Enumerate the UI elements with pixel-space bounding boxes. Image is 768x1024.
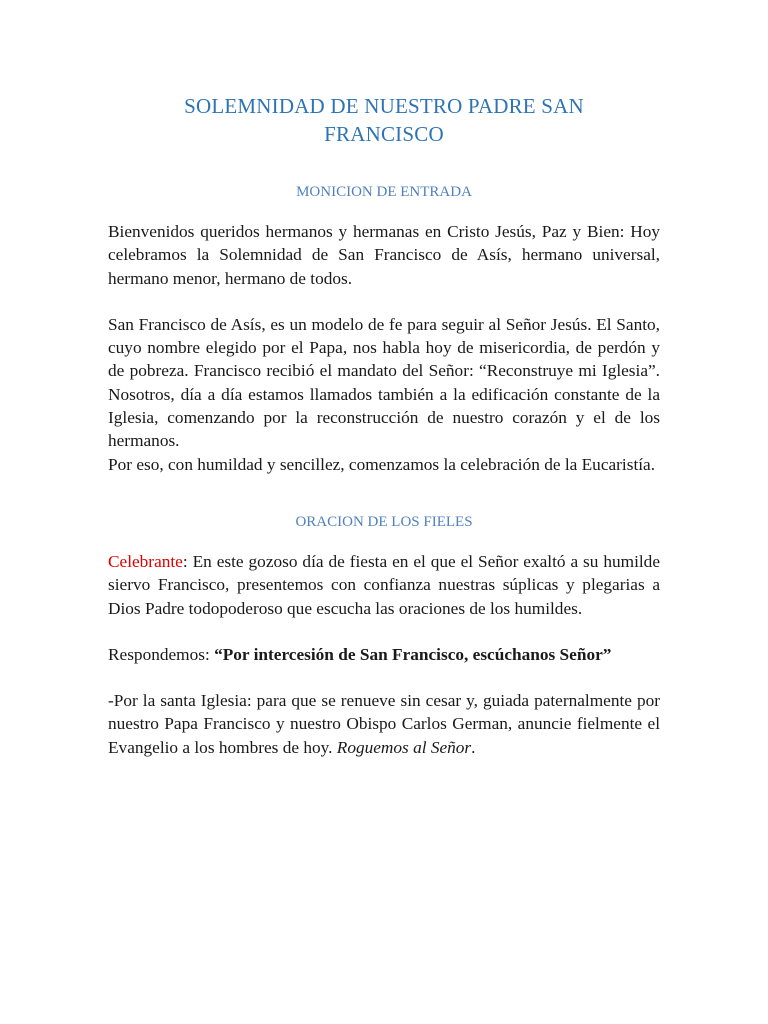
paragraph-welcome: Bienvenidos queridos hermanos y hermanas en Cristo Jesús, Paz y Bien: Hoy celebramos la Solemnidad de San Francisco de Asís, hermano universal, hermano menor, hermano de todos. [108,222,660,288]
spacer [108,290,660,313]
paragraph-response [108,643,660,666]
response-text: “Por intercesión de San Francisco, escúchanos Señor” [214,644,612,664]
title-line-1: SOLEMNIDAD DE NUESTRO PADRE SAN [184,94,584,118]
paragraph-celebrante [108,550,660,620]
petition-1-closing: Roguemos al Señor [336,737,472,757]
spacer [108,666,660,689]
spacer [108,620,660,643]
spacer [108,476,660,512]
paragraph-model-of-faith: San Francisco de Asís, es un modelo de fe para seguir al Señor Jesús. El Santo, cuyo nombre elegido por el Papa, nos habla hoy de misericordia, de perdón y de pobreza. Francisco recibió el mandato del Señor: “Reconstruye mi Iglesia”. Nosotros, día a día estamos llamados también a la edificación constante de la Iglesia, comenzando por la reconstrucción de nuestro corazón y el de los hermanos. [108,314,660,451]
petition-1-text: -Por la santa Iglesia: para que se renueve sin cesar y, guiada paternalmente por nuestro Papa Francisco y nuestro Obispo Carlos German, anuncie fielmente el Evangelio a los hombres de hoy. [108,691,660,757]
section-heading-entrada: MONICION DE ENTRADA [296,184,472,200]
petition-1-end: . [471,737,476,757]
document-title [108,92,660,148]
title-line-2: FRANCISCO [324,122,444,146]
celebrante-label: Celebrante [108,551,183,571]
paragraph-humility: Por eso, con humildad y sencillez, comenzamos la celebración de la Eucaristía. [108,454,656,474]
section-heading-fieles: ORACION DE LOS FIELES [295,513,473,530]
response-label: Respondemos: [108,644,215,664]
celebrante-text: : En este gozoso día de fiesta en el que el Señor exaltó a su humilde siervo Francisco, presentemos con confianza nuestras súplicas y plegarias a Dios Padre todopoderoso que escucha las oraciones de los humildes. [108,551,660,618]
paragraph-petition-1 [108,689,660,759]
